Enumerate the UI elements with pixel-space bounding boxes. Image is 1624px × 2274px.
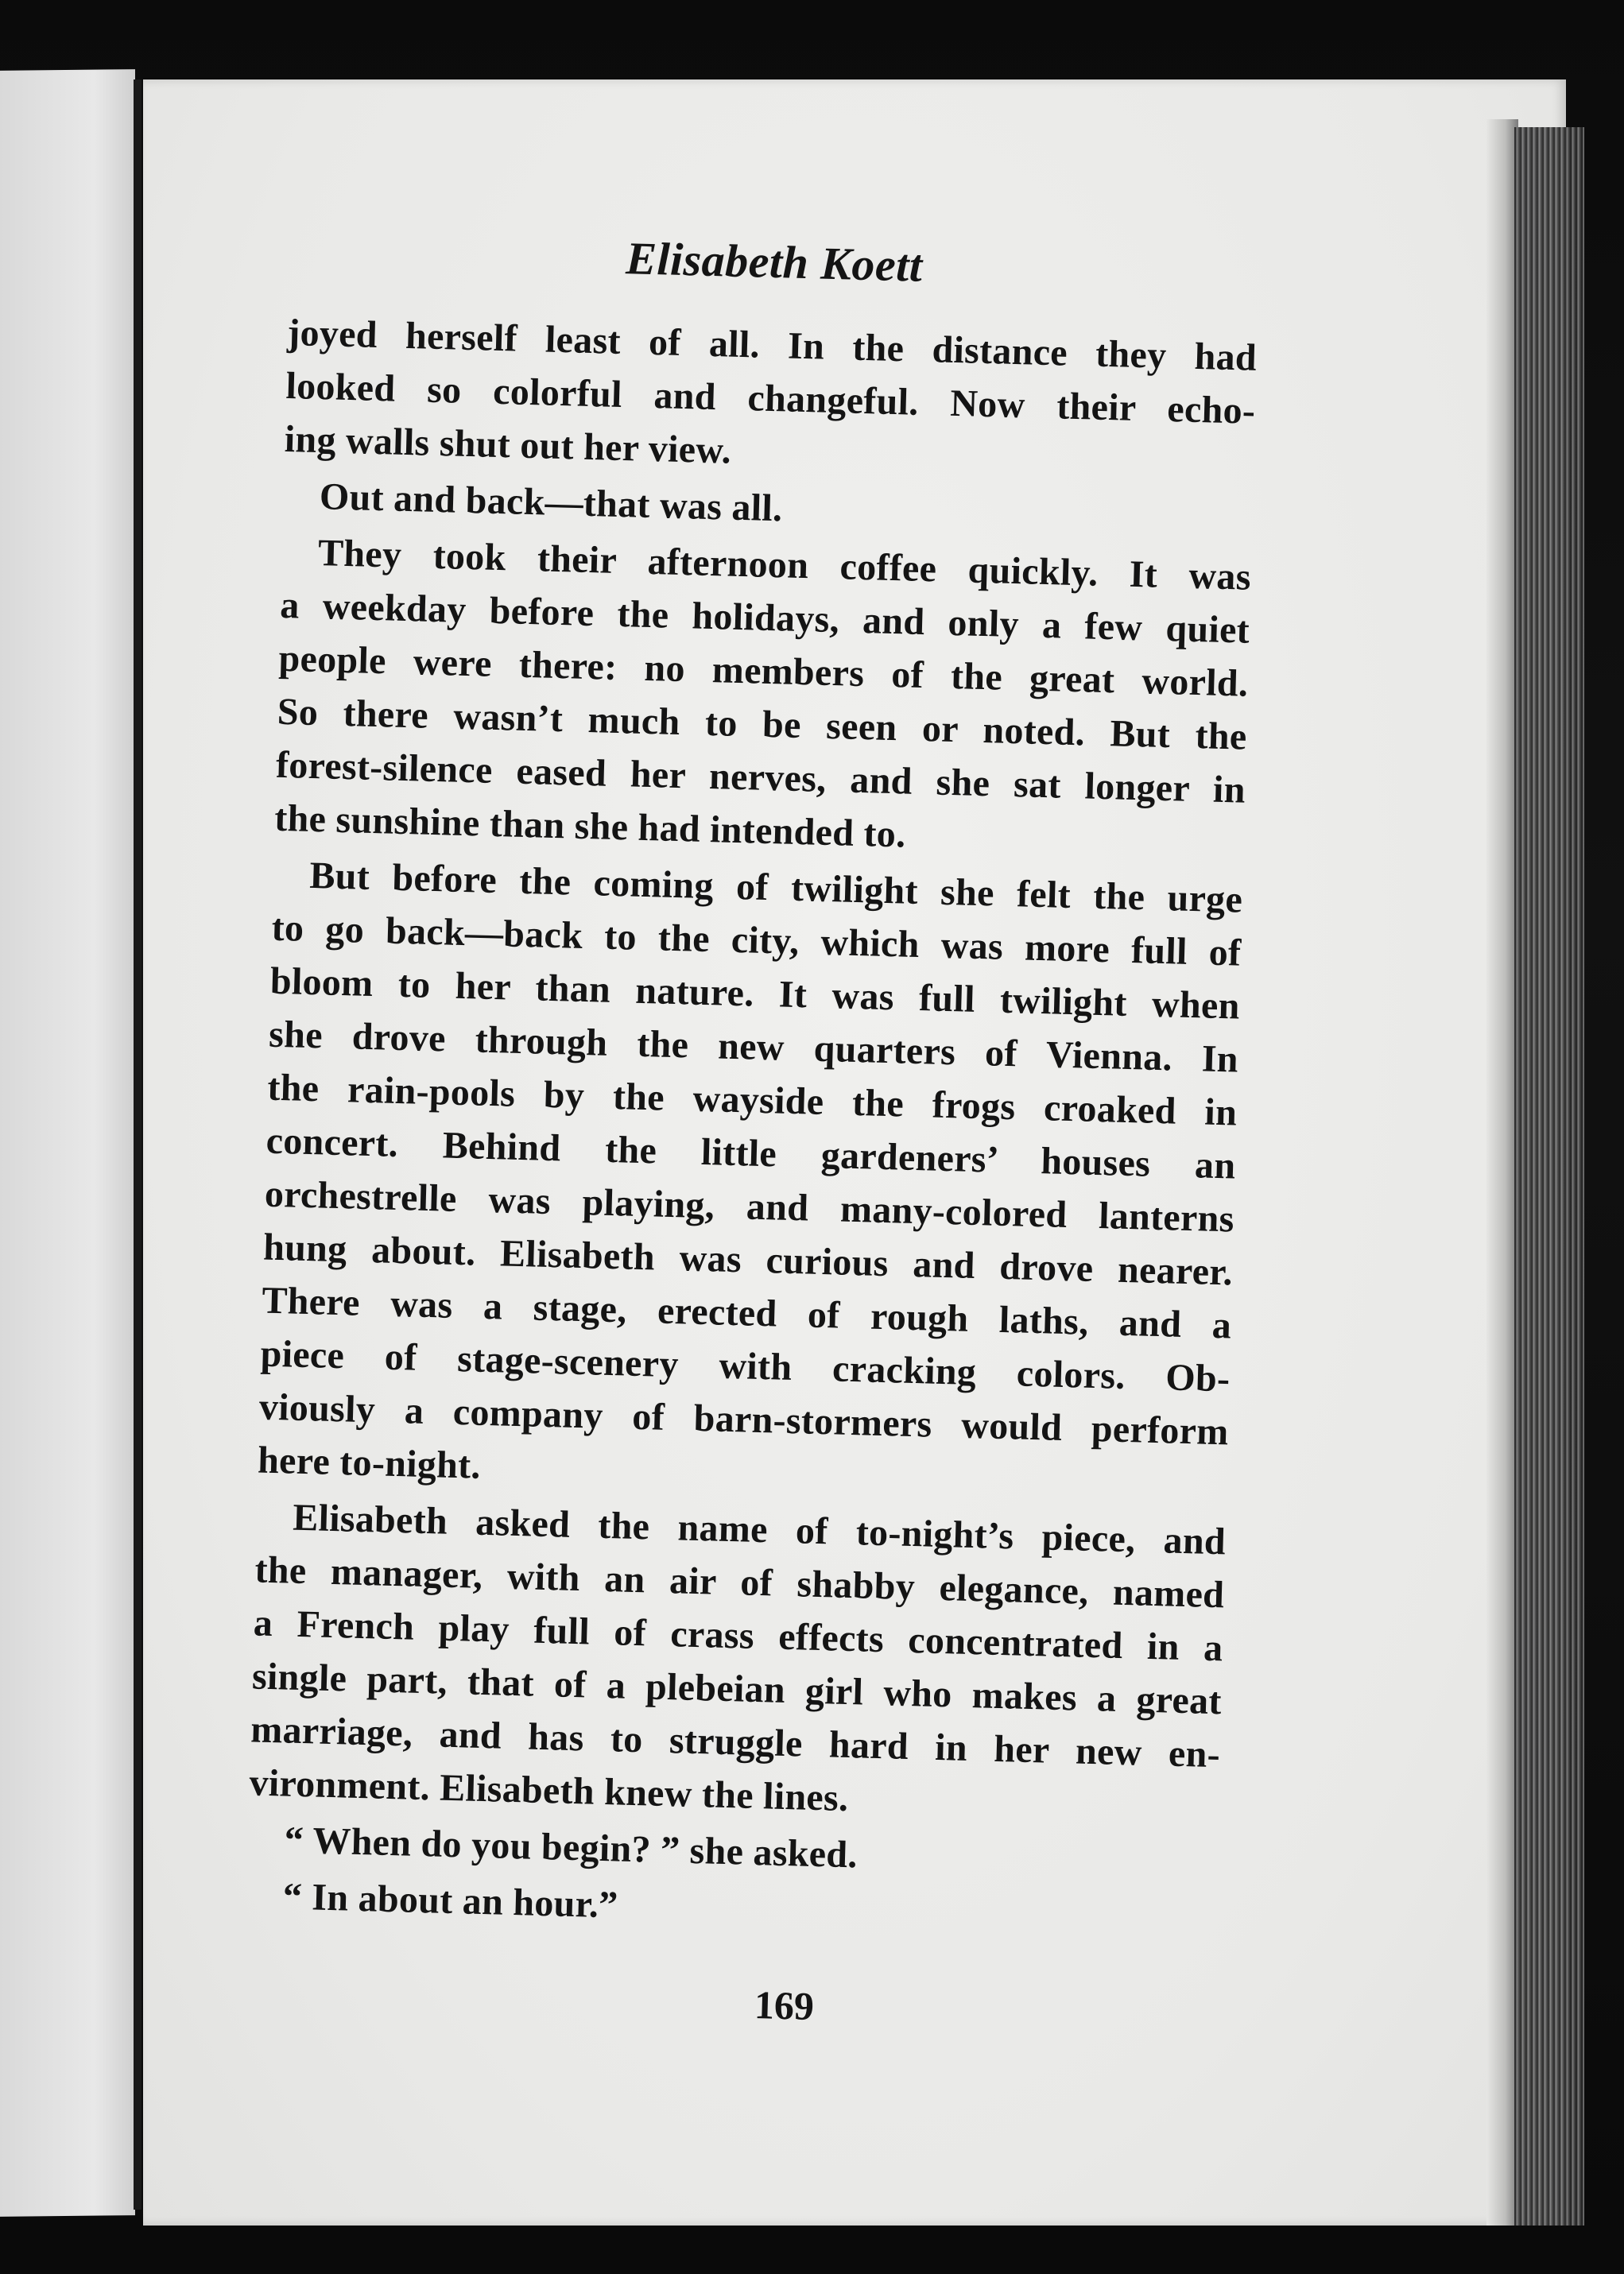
text-line: Out and back—that was all.	[319, 475, 784, 530]
text-line: to go back—back to the city, which was more full of	[271, 906, 1242, 974]
text-line: orchestrelle was playing, and many-colored lanterns	[264, 1172, 1235, 1241]
text-line: viously a company of barn-stormers would perform	[258, 1385, 1230, 1454]
text-line: a French play full of crass effects concentrated in a	[253, 1602, 1224, 1670]
text-line: ing walls shut out her view.	[284, 417, 732, 472]
text-line: So there wasn’t much to be seen or noted. But the	[277, 690, 1248, 758]
text-line: But before the coming of twilight she felt the urge	[308, 854, 1243, 921]
text-line: bloom to her than nature. It was full twilight when	[269, 959, 1241, 1028]
text-line: the sunshine than she had intended to.	[273, 796, 907, 856]
book-gutter	[134, 79, 141, 2210]
book-fore-edge	[1514, 127, 1584, 2226]
text-line: joyed herself least of all. In the distance they had	[286, 311, 1258, 379]
text-line: people were there: no members of the great world.	[277, 637, 1249, 705]
paragraph	[274, 525, 1252, 870]
text-line: forest-silence eased her nerves, and she sat longer in	[275, 743, 1246, 812]
page-curl-shadow	[1486, 119, 1518, 2226]
text-line: “ In about an hour.”	[282, 1875, 619, 1927]
text-line: piece of stage-scenery with cracking colors. Ob-	[260, 1332, 1231, 1400]
text-line: They took their afternoon coffee quickly. It was	[317, 532, 1252, 599]
page-text-block	[243, 223, 1260, 2040]
text-line: vironment. Elisabeth knew the lines.	[248, 1761, 850, 1820]
paragraph	[284, 306, 1258, 491]
text-line: hung about. Elisabeth was curious and drove nearer.	[262, 1226, 1234, 1294]
page-number: 169	[754, 1982, 815, 2029]
running-head: Elisabeth Koett	[625, 232, 924, 292]
text-line: a weekday before the holidays, and only a few quiet	[279, 583, 1250, 652]
text-line: There was a stage, erected of rough laths, and a	[261, 1279, 1232, 1347]
text-line: marriage, and has to struggle hard in her new en-	[250, 1708, 1221, 1776]
text-line: “ When do you begin? ” she asked.	[284, 1819, 859, 1877]
text-line: here to-night.	[257, 1439, 482, 1487]
text-line: single part, that of a plebeian girl who makes a great	[251, 1655, 1223, 1723]
text-line: she drove through the new quarters of Vienna. In	[268, 1013, 1239, 1081]
text-line: looked so colorful and changeful. Now their echo-	[285, 364, 1256, 432]
text-line: the manager, with an air of shabby elegance, named	[254, 1548, 1225, 1617]
text-line: Elisabeth asked the name of to-night’s piece, and	[292, 1496, 1227, 1563]
text-line: concert. Behind the little gardeners’ houses an	[265, 1119, 1237, 1187]
paragraph	[257, 848, 1243, 1513]
facing-page-edge	[0, 69, 135, 2217]
text-line: the rain-pools by the wayside the frogs croaked in	[266, 1066, 1238, 1134]
body-text	[246, 306, 1258, 1947]
paragraph	[249, 1490, 1227, 1834]
